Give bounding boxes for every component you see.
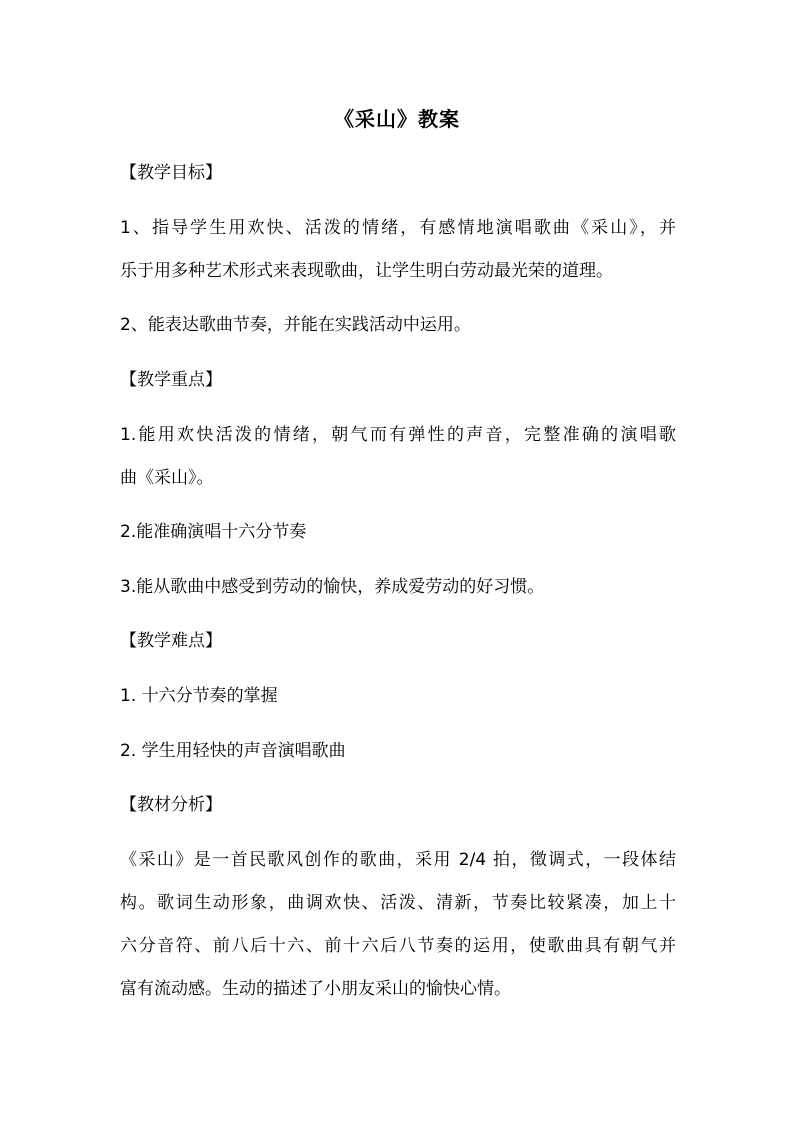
objective-2-line-1: 2、能表达歌曲节奏，并能在实践活动中运用。: [120, 315, 471, 335]
section-heading-objectives: 【教学目标】: [120, 163, 222, 183]
analysis-line-1: 《采山》是一首民歌风创作的歌曲，采用 2/4 拍，徵调式，一段体结: [120, 850, 676, 870]
key-point-1-line-2: 曲《采山》。: [120, 468, 214, 488]
objective-1-line-2: 乐于用多种艺术形式来表现歌曲，让学生明白劳动最光荣的道理。: [120, 261, 613, 281]
analysis-line-4: 富有流动感。生动的描述了小朋友采山的愉快心情。: [120, 979, 511, 999]
key-point-3-line-1: 3.能从歌曲中感受到劳动的愉快，养成爱劳动的好习惯。: [120, 577, 545, 597]
analysis-line-2: 构。歌词生动形象，曲调欢快、活泼、清新，节奏比较紧凑，加上十: [120, 893, 676, 913]
analysis-line-3: 六分音符、前八后十六、前十六后八节奏的运用，使歌曲具有朝气并: [120, 936, 676, 956]
key-point-1-line-1: 1.能用欢快活泼的情绪，朝气而有弹性的声音，完整准确的演唱歌: [120, 425, 676, 445]
difficulty-2-line-1: 2. 学生用轻快的声音演唱歌曲: [120, 741, 346, 761]
section-heading-analysis: 【教材分析】: [120, 795, 222, 815]
section-heading-difficulties: 【教学难点】: [120, 631, 222, 651]
section-heading-key-points: 【教学重点】: [120, 370, 222, 390]
objective-1-line-1: 1、指导学生用欢快、活泼的情绪，有感情地演唱歌曲《采山》，并: [120, 218, 676, 238]
difficulty-1-line-1: 1. 十六分节奏的掌握: [120, 686, 278, 706]
key-point-2-line-1: 2.能准确演唱十六分节奏: [120, 522, 307, 542]
document-title: 《采山》教案: [334, 107, 460, 131]
